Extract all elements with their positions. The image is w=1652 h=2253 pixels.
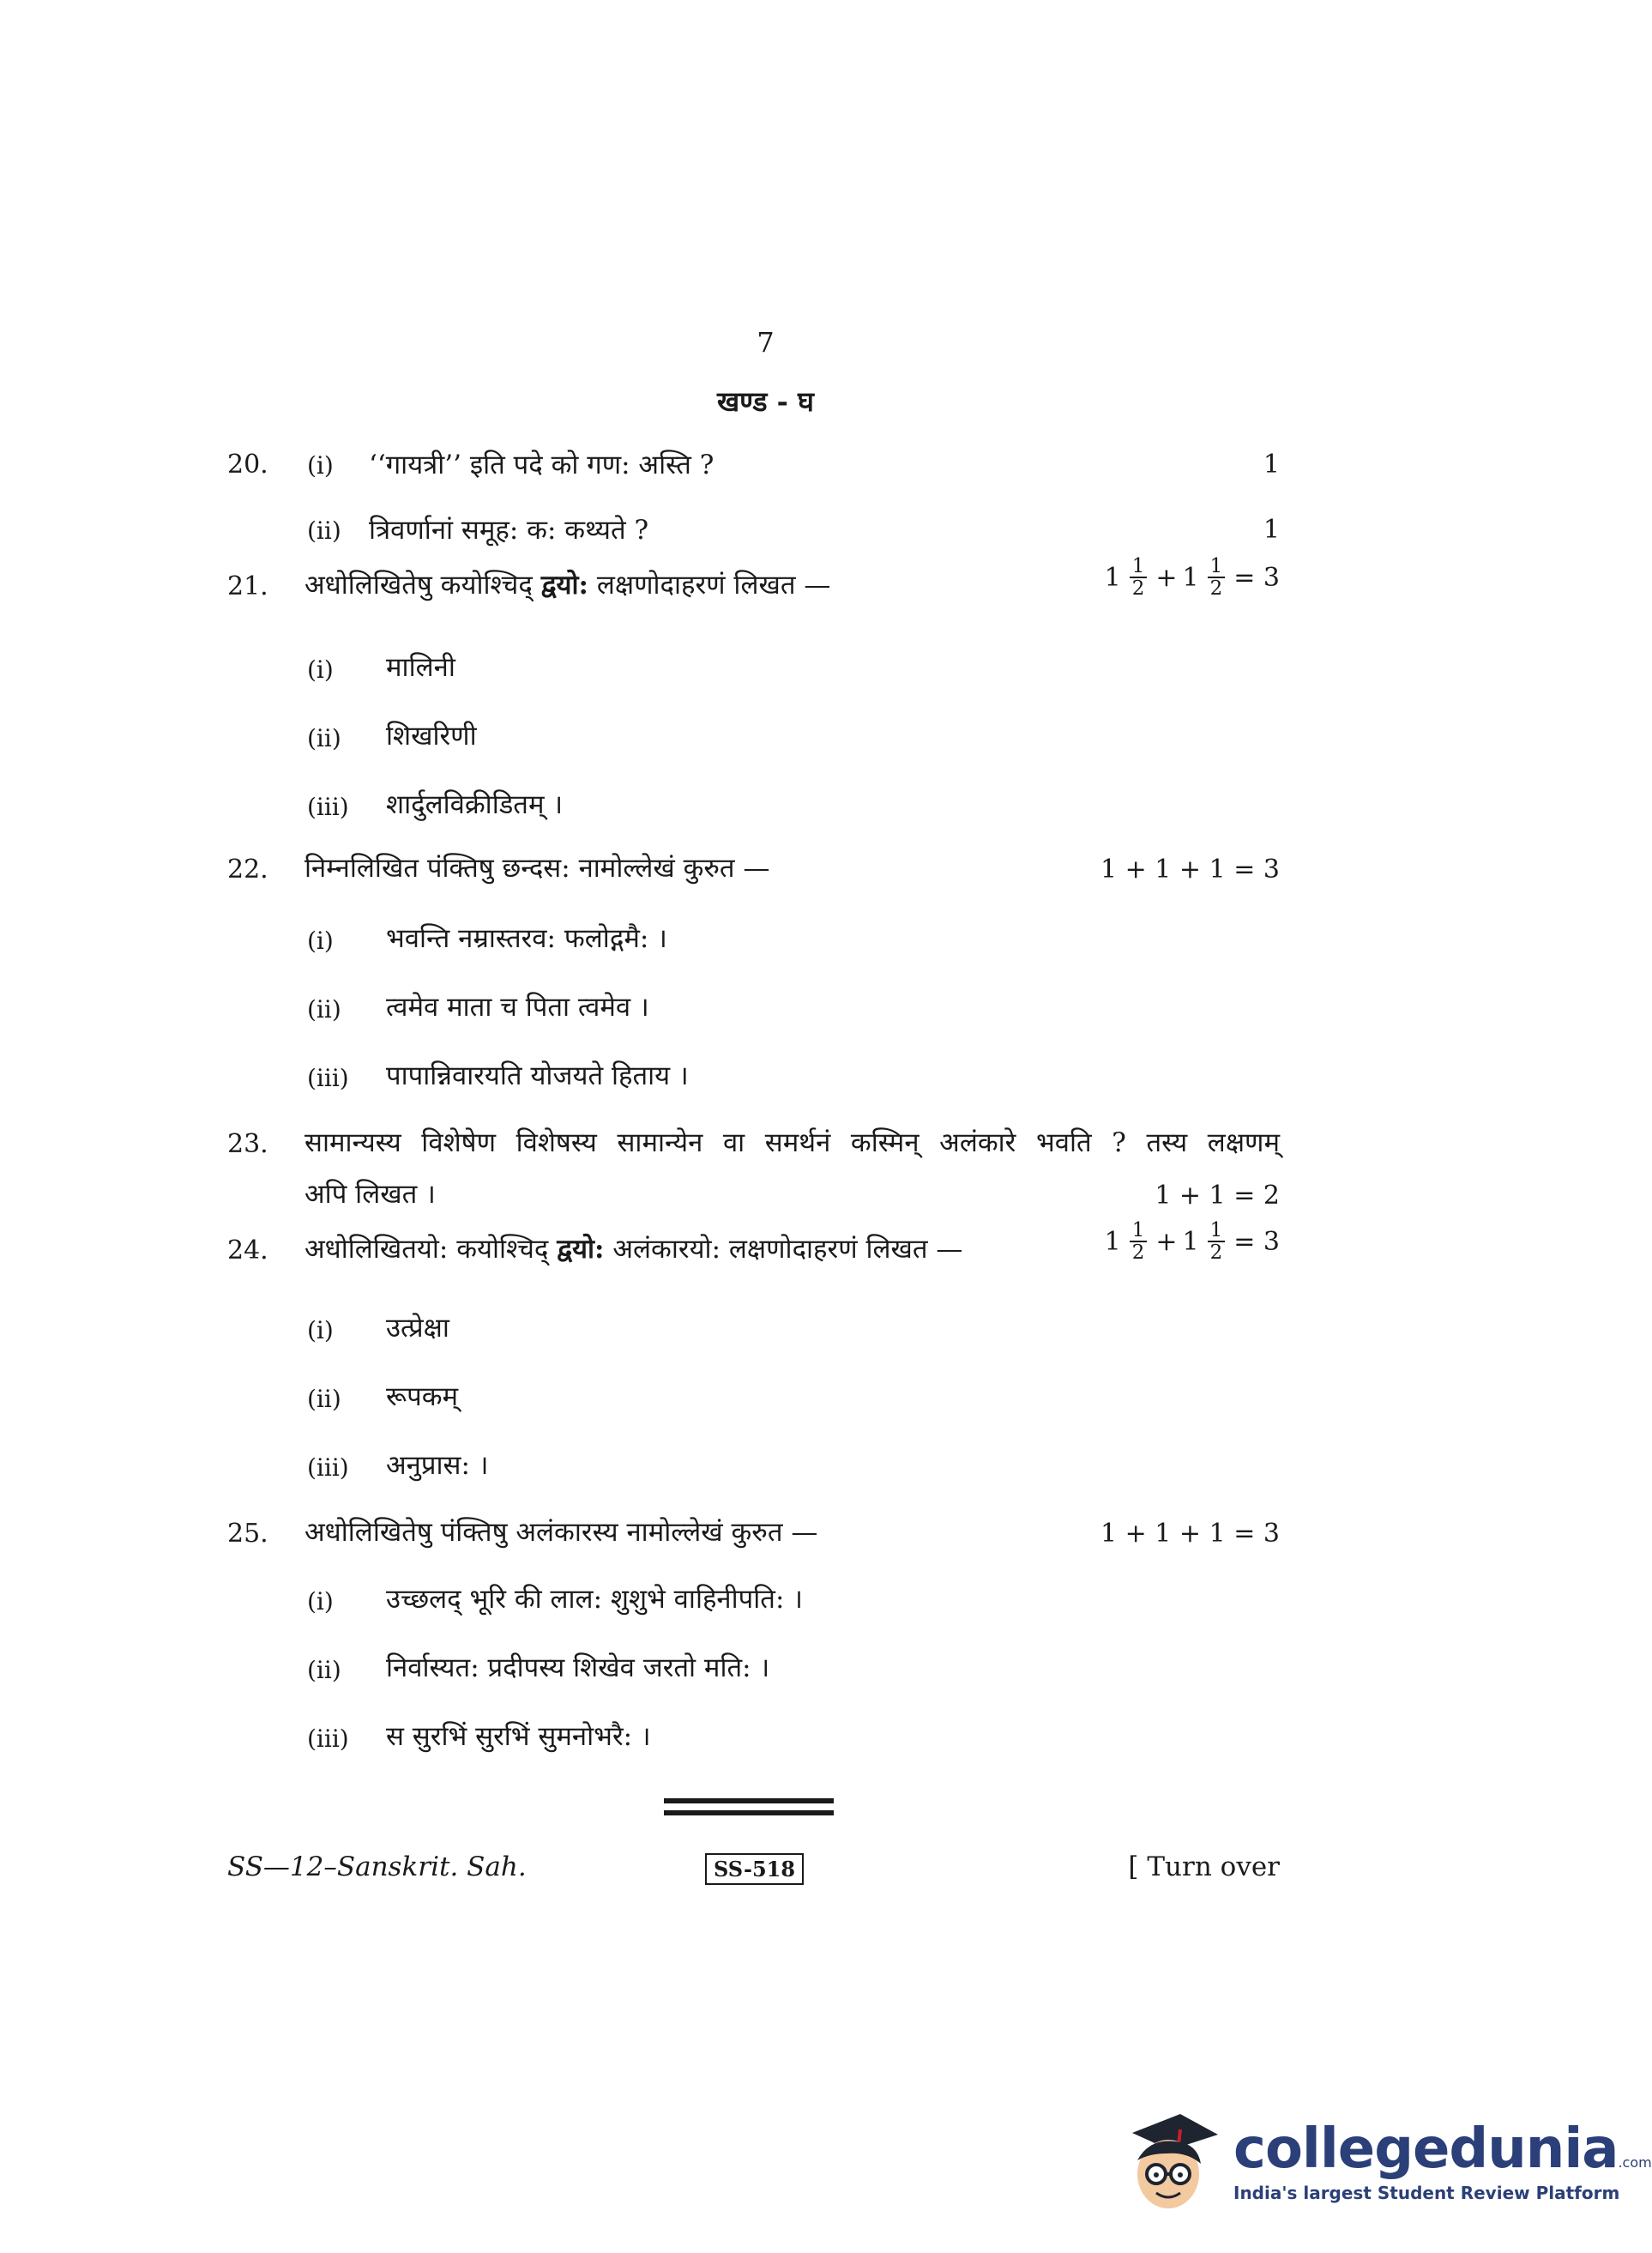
option-text: रूपकम्	[386, 1381, 459, 1412]
marks-fraction	[1208, 556, 1226, 599]
option-label: (i)	[307, 927, 334, 955]
marks: 1	[1263, 515, 1280, 545]
logo-tagline: India's largest Student Review Platform	[1233, 2183, 1620, 2203]
option-label: (ii)	[307, 724, 341, 752]
marks-fraction	[1208, 1220, 1226, 1263]
option-text: त्वमेव माता च पिता त्वमेव ।	[386, 992, 649, 1023]
marks: 1 + 1 + 1 = 3	[1100, 1519, 1280, 1549]
question-text: सामान्यस्य विशेषेण विशेषस्य सामान्येन वा समर्थनं कस्मिन् अलंकारे भवति ? तस्य लक्षणम्	[304, 1127, 1280, 1158]
question-number: 23.	[227, 1129, 268, 1159]
logo-name: collegedunia	[1233, 2117, 1619, 2181]
turn-over-note: [ Turn over	[1128, 1851, 1280, 1882]
question-text: निम्नलिखित पंक्तिषु छन्दस: नामोल्लेखं कुरुत —	[304, 853, 770, 884]
option-label: (i)	[307, 1587, 334, 1616]
footer-series-code: SS-518	[705, 1853, 804, 1885]
fraction-denominator: 2	[1131, 577, 1145, 601]
marks	[1105, 1220, 1280, 1263]
question-number: 20.	[227, 450, 268, 480]
marks-total: = 3	[1233, 1226, 1280, 1257]
question-text-part: अलंकारयो: लक्षणोदाहरणं लिखत —	[612, 1234, 963, 1265]
sub-label: (ii)	[307, 516, 341, 545]
marks-whole: 1	[1182, 1226, 1199, 1257]
option-label: (ii)	[307, 1385, 341, 1413]
question-text-bold: द्वयो:	[557, 1234, 605, 1265]
divider-line	[664, 1810, 834, 1815]
option-text: उच्छलद् भूरि की लाल: शुशुभे वाहिनीपति: ।	[386, 1584, 804, 1615]
question-text-part: अधोलिखितेषु कयोश्चिद्	[304, 570, 533, 601]
option-label: (ii)	[307, 995, 341, 1024]
marks: 1	[1263, 450, 1280, 480]
page-number: 7	[757, 326, 775, 359]
option-label: (i)	[307, 1316, 334, 1344]
question-text-part: अधोलिखितयो: कयोश्चिद्	[304, 1234, 549, 1265]
option-text: मालिनी	[386, 652, 455, 683]
fraction-denominator: 2	[1209, 577, 1223, 601]
marks: 1 + 1 = 2	[1155, 1181, 1280, 1211]
question-number: 25.	[227, 1519, 268, 1549]
option-label: (iii)	[307, 1064, 349, 1092]
option-label: (iii)	[307, 1724, 349, 1753]
question-text: त्रिवर्णानां समूह: क: कथ्यते ?	[369, 515, 649, 546]
option-label: (iii)	[307, 1453, 349, 1482]
question-text	[304, 1230, 962, 1266]
question-text	[304, 566, 830, 602]
marks-plus: +	[1155, 562, 1178, 593]
option-label: (iii)	[307, 793, 349, 821]
fraction-numerator: 1	[1130, 556, 1148, 578]
option-text: अनुप्रास: ।	[386, 1450, 489, 1481]
marks-plus: +	[1155, 1226, 1178, 1257]
option-label: (ii)	[307, 1656, 341, 1684]
fraction-denominator: 2	[1131, 1241, 1145, 1265]
option-text: शिखरिणी	[386, 721, 477, 752]
option-text: शार्दुलविक्रीडितम् ।	[386, 789, 564, 820]
marks-total: = 3	[1233, 562, 1280, 593]
sub-label: (i)	[307, 451, 334, 480]
question-text: ‘‘गायत्री’’ इति पदे को गण: अस्ति ?	[369, 450, 714, 480]
fraction-numerator: 1	[1208, 556, 1226, 578]
option-text: स सुरभिं सुरभिं सुमनोभरै: ।	[386, 1721, 651, 1752]
question-text-part: लक्षणोदाहरणं लिखत —	[596, 570, 831, 601]
option-text: भवन्ति नम्रास्तरव: फलोद्गमै: ।	[386, 923, 667, 954]
student-mascot-icon	[1124, 2100, 1220, 2220]
fraction-numerator: 1	[1208, 1220, 1226, 1242]
collegedunia-logo	[1124, 2100, 1652, 2220]
marks-fraction	[1130, 1220, 1148, 1263]
divider-line	[664, 1798, 834, 1803]
question-text: अधोलिखितेषु पंक्तिषु अलंकारस्य नामोल्लेखं कुरुत —	[304, 1517, 818, 1548]
fraction-denominator: 2	[1209, 1241, 1223, 1265]
option-text: पापान्निवारयति योजयते हिताय ।	[386, 1060, 689, 1091]
logo-domain: .com	[1618, 2154, 1652, 2171]
fraction-numerator: 1	[1130, 1220, 1148, 1242]
marks-whole: 1	[1104, 1226, 1121, 1257]
option-text: उत्प्रेक्षा	[386, 1313, 449, 1344]
question-text-bold: द्वयो:	[540, 570, 588, 601]
question-number: 21.	[227, 571, 268, 601]
question-number: 22.	[227, 855, 268, 885]
marks: 1 + 1 + 1 = 3	[1100, 855, 1280, 885]
option-text: निर्वास्यत: प्रदीपस्य शिखेव जरतो मति: ।	[386, 1652, 770, 1683]
question-text: अपि लिखत ।	[304, 1179, 436, 1210]
marks-fraction	[1130, 556, 1148, 599]
section-title: खण्ड - घ	[717, 385, 814, 418]
question-number: 24.	[227, 1235, 268, 1265]
option-label: (i)	[307, 655, 334, 684]
marks-whole: 1	[1182, 562, 1199, 593]
marks	[1105, 556, 1280, 599]
footer-paper-code: SS—12–Sanskrit. Sah.	[227, 1851, 527, 1882]
marks-whole: 1	[1104, 562, 1121, 593]
